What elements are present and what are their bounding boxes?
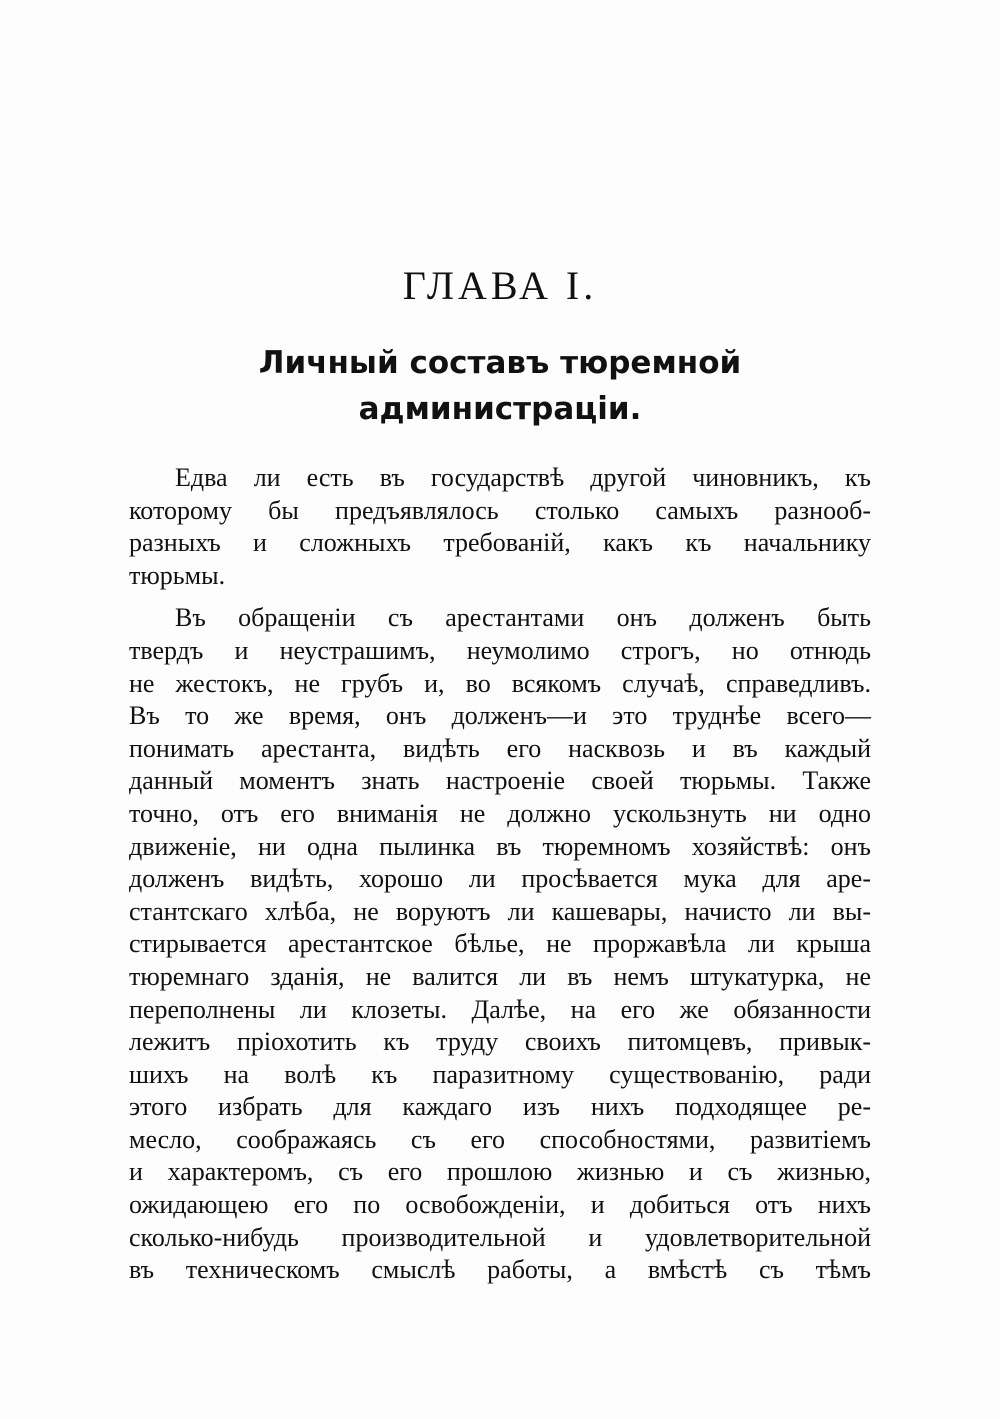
text-line: Едва ли есть въ государствѣ другой чиновникъ, къ xyxy=(175,463,871,492)
text-line: переполнены ли клозеты. Далѣе, на его же обязанности xyxy=(129,994,871,1024)
paragraph-gap xyxy=(129,592,871,602)
text-line: точно, отъ его вниманія не должно ускользнуть ни одно xyxy=(129,798,871,828)
text-line: стантскаго хлѣба, не воруютъ ли кашевары, начисто ли вы- xyxy=(129,896,871,926)
text-line: долженъ видѣть, хорошо ли просѣвается мука для аре- xyxy=(129,864,871,894)
text-line: движеніе, ни одна пылинка въ тюремномъ хозяйствѣ: онъ xyxy=(129,831,871,861)
text-line: которому бы предъявлялось столько самыхъ разнооб- xyxy=(129,495,871,525)
chapter-heading: ГЛАВА I. xyxy=(402,263,598,308)
text-line: и характеромъ, съ его прошлою жизнью и съ жизнью, xyxy=(129,1157,871,1187)
text-line: въ техническомъ смыслѣ работы, а вмѣстѣ съ тѣмъ xyxy=(129,1255,871,1285)
text-line: понимать арестанта, видѣть его насквозь и въ каждый xyxy=(129,733,871,763)
text-line: месло, соображаясь съ его способностями, развитіемъ xyxy=(129,1124,871,1154)
text-line: не жестокъ, не грубъ и, во всякомъ случаѣ, справедливъ. xyxy=(129,668,871,698)
text-line: сколько-нибудь производительной и удовлетворительной xyxy=(129,1222,871,1252)
text-line: стирывается арестантское бѣлье, не проржавѣла ли крыша xyxy=(129,929,871,959)
text-line: тюрьмы. xyxy=(129,560,226,590)
text-line: тюремнаго зданія, не валится ли въ немъ штукатурка, не xyxy=(129,961,871,991)
text-line: разныхъ и сложныхъ требованій, какъ къ начальнику xyxy=(129,528,871,558)
text-line: Въ то же время, онъ долженъ—и это труднѣе всего— xyxy=(129,701,871,731)
text-line: данный моментъ знать настроеніе своей тюрьмы. Также xyxy=(129,766,871,796)
chapter-title xyxy=(0,340,1000,432)
text-line: шихъ на волѣ къ паразитному существованію, ради xyxy=(129,1059,871,1089)
text-line: твердъ и неустрашимъ, неумолимо строгъ, но отнюдь xyxy=(129,635,871,665)
body-text xyxy=(129,462,871,1287)
text-line: лежитъ пріохотить къ труду своихъ питомцевъ, привык- xyxy=(129,1027,871,1057)
text-line: этого избрать для каждаго изъ нихъ подходящее ре- xyxy=(129,1092,871,1122)
chapter-title-line: администраціи. xyxy=(358,391,642,427)
chapter-title-line: Личный составъ тюремной xyxy=(258,345,742,381)
text-line: ожидающею его по освобожденіи, и добиться отъ нихъ xyxy=(129,1190,871,1220)
paragraph xyxy=(129,602,871,1286)
paragraph xyxy=(129,462,871,592)
text-line: Въ обращеніи съ арестантами онъ долженъ быть xyxy=(175,603,871,633)
